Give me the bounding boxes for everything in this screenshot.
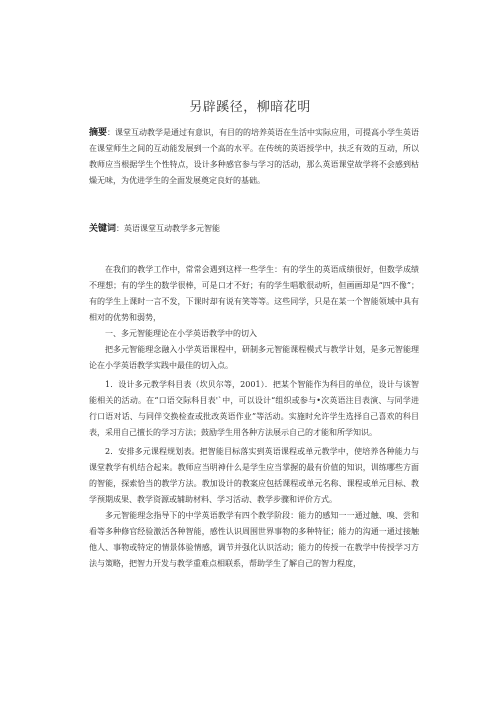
paragraph: 2．安排多元课程规划表。把智能目标落实到英语课程或单元教学中，使培养各种能力与课堂教学有机结合起来。教师应当明神什么是学生应当掌握的最有价值的知识，训练哪些方面的智能，探索恰当的教学方法。教加设计的教案应包括课程或单元名称、课程或单元目标、教学预期成果、教学资源或辅助材料、学习活动、教学步骤和评价方式。 [89, 447, 419, 504]
keywords-text: ：英语课堂互动教学多元智能 [116, 224, 221, 233]
abstract-label: 摘要 [89, 128, 108, 138]
body-text [89, 262, 419, 572]
paragraph: 1．设计多元教学科目表（坎贝尔等，2001）．把某个智能作为科目的单位，设计与该智能相关的活动。在“口语交际科目表'`中，可以设计“组织或参与•次英语注目表演、与同学进行口语对话、与同伴交换检查或批改英语作业”等活动。实施时允许学生选择自己喜欢的科目表，采用自己擅长的学习方法；鼓励学生用各种方法展示自己的才能和所学知识。 [89, 380, 419, 437]
paragraph: 在我们的教学工作中，常常会遇到这样一些学生：有的学生的英语成绩很好，但数学成绩不理想；有的学生的数学很棒，可是口才不好；有的学生唱歌很动听，但画画却是“四不像”；有的学生上课时一言不发，下课时却有说有笑等等。这些同学，只是在某一个智能领域中具有相对的优势和弱势， [89, 265, 419, 322]
paragraph: 多元智能理念指导下的中学英语教学有四个教学阶段：能力的感知一一通过触、嗅、尝和看等多种修官经验激活各种智能，感性认识周围世界事物的多种特征；能力的沟通一通过接触他人、事物或特定的情景体验情感，调节并强化认识活动；能力的传授一在教学中传授学习方法与策略，把智力开发与教学重难点相联系，帮助学生了解自己的智力程度， [89, 511, 419, 568]
paragraph: 把多元智能理念融入小学英语课程中，研制多元智能课程模式与教学计划，是多元智能理论在小学英语教学实践中最佳的切入点。 [89, 345, 419, 370]
keywords-label: 关键词 [89, 224, 117, 234]
document-title: 另辟蹊径，柳暗花明 [189, 100, 311, 115]
abstract [89, 125, 419, 189]
keywords [89, 221, 419, 237]
section-heading: 一、多元智能理论在小学英语教学中的切入 [105, 329, 257, 338]
abstract-text: ：课堂互动教学是通过有意识，有目的的培养英语在生活中实际应用，可提高小学生英语在课堂师生之间的互动能发展到一个高的水平。在传统的英语授学中，扶乏有效的互动，所以教师应当根据学生个性特点，设计多种感官参与学习的活动，那么英语课堂故学将不会感到枯燥无味，为优进学生的全面发展奠定良好的基础。 [89, 128, 420, 185]
